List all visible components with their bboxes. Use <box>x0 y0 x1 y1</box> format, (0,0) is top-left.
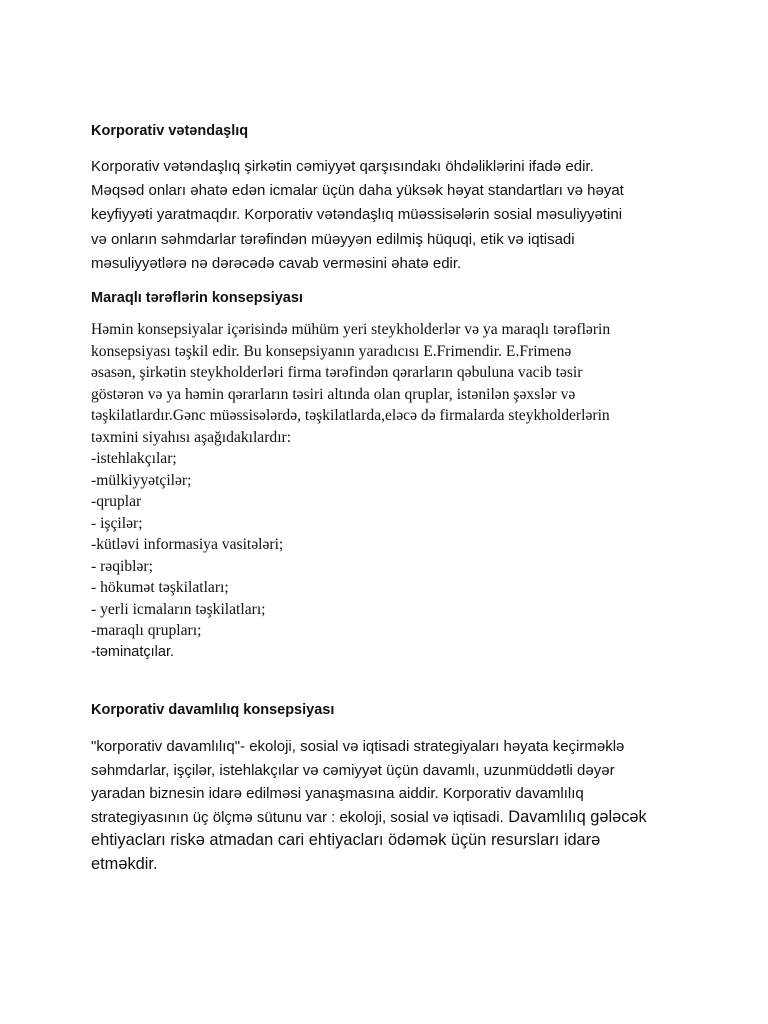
paragraph-korporativ-vetendasliq <box>91 155 691 276</box>
text-line: Həmin konsepsiyalar içərisində mühüm yeri steykholderlər və ya maraqlı tərəflərin <box>91 321 611 338</box>
text-line: əsasən, şirkətin steykholderləri firma tərəfindən qərarların qəbuluna vacib təsir <box>91 364 583 381</box>
text-line: etməkdir. <box>91 854 158 873</box>
list-item: - yerli icmaların təşkilatları; <box>91 600 266 618</box>
heading-korporativ-davamliliq-konsepsiyasi: Korporativ davamlılıq konsepsiyası <box>91 702 335 718</box>
list-item: - rəqiblər; <box>91 557 153 575</box>
text-line: səhmdarlar, işçilər, istehlakçılar və cəmiyyət üçün davamlı, uzunmüddətli dəyər <box>91 761 615 779</box>
text-run-larger: Davamlılıq gələcək <box>503 807 647 826</box>
list-item: -qruplar <box>91 493 142 510</box>
heading-korporativ-vetendasliq: Korporativ vətəndaşlıq <box>91 123 249 139</box>
text-line <box>91 806 691 830</box>
text-line: Korporativ vətəndaşlıq şirkətin cəmiyyət qarşısındakı öhdəliklərini ifadə edir. <box>91 158 594 175</box>
paragraph-maraqli-terefler <box>91 319 691 448</box>
text-line: məsuliyyətlərə nə dərəcədə cavab verməsini əhatə edir. <box>91 254 462 272</box>
text-line: Məqsəd onları əhatə edən icmalar üçün daha yüksək həyat standartları və həyat <box>91 182 624 200</box>
text-line: təşkilatlardır.Gənc müəssisələrdə, təşkilatlarda,eləcə də firmalarda steykholderlərin <box>91 407 610 424</box>
list-item: -istehlakçılar; <box>91 450 177 467</box>
text-line: təxmini siyahısı aşağıdakılardır: <box>91 428 292 446</box>
paragraph-korporativ-davamliliq <box>91 735 691 877</box>
list-item: - hökumət təşkilatları; <box>91 579 229 596</box>
text-line: göstərən və ya həmin qərarların təsiri altında olan qruplar, istənilən şəxslər və <box>91 385 576 403</box>
list-item: -mülkiyyətçilər; <box>91 471 192 489</box>
text-line: və onların səhmdarlar tərəfindən müəyyən edilmiş hüquqi, etik və iqtisadi <box>91 230 575 248</box>
text-line: keyfiyyəti yaratmaqdır. Korporativ vətəndaşlıq müəssisələrin sosial məsuliyyətini <box>91 206 623 224</box>
stakeholder-list <box>91 448 283 663</box>
text-line: yaradan biznesin idarə edilməsi yanaşmasına aiddir. Korporativ davamlılıq <box>91 785 584 803</box>
heading-maraqli-tereflerin-konsepsiyasi: Maraqlı tərəflərin konsepsiyası <box>91 290 303 306</box>
text-line: konsepsiyası təşkil edir. Bu konsepsiyanın yaradıcısı E.Frimendir. E.Frimenə <box>91 342 572 360</box>
text-line: "korporativ davamlılıq"- ekoloji, sosial və iqtisadi strategiyaları həyata keçirməklə <box>91 738 625 755</box>
text-run: strategiyasının üç ölçmə sütunu var : ekoloji, sosial və iqtisadi. <box>91 808 504 826</box>
list-item: -kütləvi informasiya vasitələri; <box>91 536 284 553</box>
text-line: ehtiyacları riskə atmadan cari ehtiyacları ödəmək üçün resursları idarə <box>91 831 601 850</box>
list-item: - işçilər; <box>91 514 143 532</box>
list-item: -maraqlı qrupları; <box>91 622 202 639</box>
list-item: -təminatçılar. <box>91 643 174 660</box>
